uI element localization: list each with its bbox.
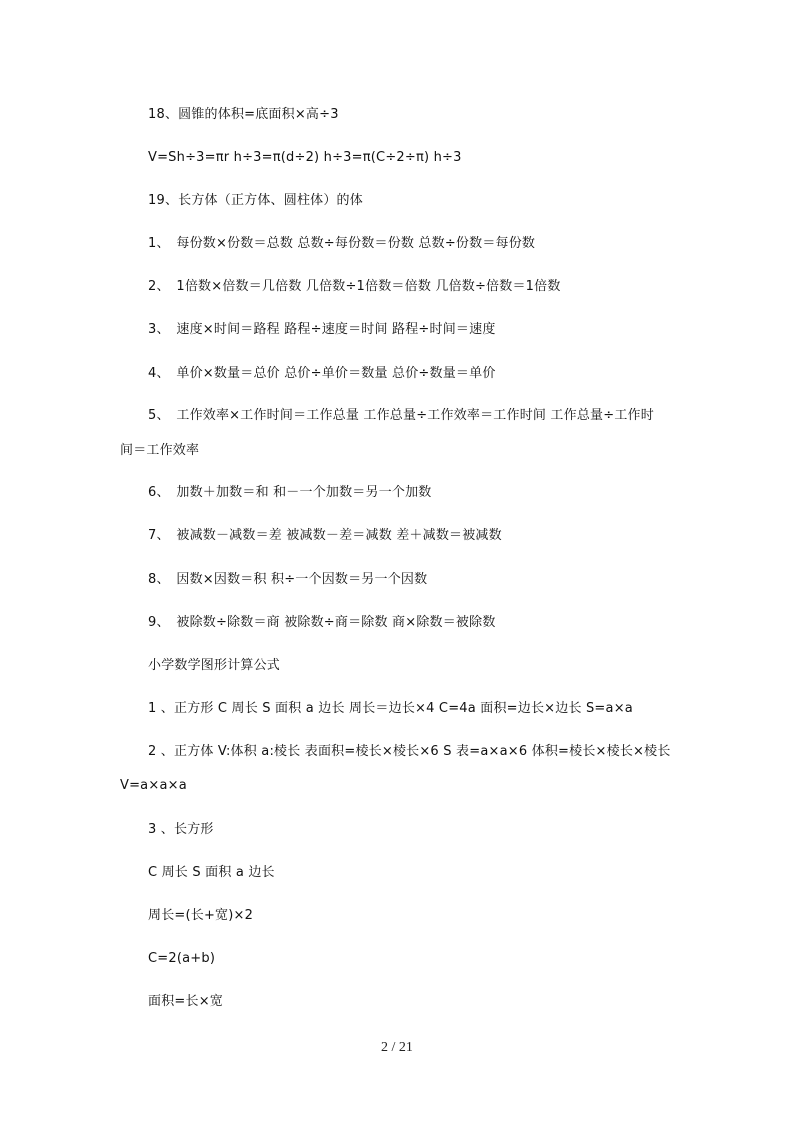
formula-line: 9、 被除数÷除数＝商 被除数÷商＝除数 商×除数＝被除数 bbox=[148, 615, 496, 630]
formula-line: C=2(a+b) bbox=[148, 951, 216, 966]
formula-line: 1 、正方形 C 周长 S 面积 a 边长 周长＝边长×4 C=4a 面积=边长×边长 S=a×a bbox=[148, 701, 633, 716]
formula-line: 6、 加数＋加数＝和 和－一个加数＝另一个加数 bbox=[148, 485, 432, 500]
formula-line: C 周长 S 面积 a 边长 bbox=[148, 865, 275, 880]
formula-line: 4、 单价×数量＝总价 总价÷单价＝数量 总价÷数量＝单价 bbox=[148, 366, 496, 381]
formula-line: 3 、长方形 bbox=[148, 822, 214, 837]
formula-line: 7、 被减数－减数＝差 被减数－差＝减数 差＋减数＝被减数 bbox=[148, 528, 502, 543]
formula-line: 2、 1倍数×倍数＝几倍数 几倍数÷1倍数＝倍数 几倍数÷倍数＝1倍数 bbox=[148, 279, 561, 294]
formula-line: 2 、正方体 V:体积 a:棱长 表面积=棱长×棱长×6 S 表=a×a×6 体积=棱长×棱长×棱长 bbox=[148, 744, 671, 759]
formula-line: 8、 因数×因数＝积 积÷一个因数＝另一个因数 bbox=[148, 572, 428, 587]
formula-line: V=Sh÷3=πr h÷3=π(d÷2) h÷3=π(C÷2÷π) h÷3 bbox=[148, 150, 462, 165]
formula-line-continuation: 间＝工作效率 bbox=[120, 443, 200, 458]
formula-line: 19、长方体（正方体、圆柱体）的体 bbox=[148, 193, 363, 208]
section-heading: 小学数学图形计算公式 bbox=[148, 658, 281, 673]
formula-line: 18、圆锥的体积=底面积×高÷3 bbox=[148, 107, 339, 122]
formula-line-continuation: V=a×a×a bbox=[120, 778, 187, 793]
formula-line: 5、 工作效率×工作时间＝工作总量 工作总量÷工作效率＝工作时间 工作总量÷工作时 bbox=[148, 408, 654, 423]
formula-line: 3、 速度×时间＝路程 路程÷速度＝时间 路程÷时间＝速度 bbox=[148, 322, 496, 337]
formula-line: 面积=长×宽 bbox=[148, 994, 223, 1009]
formula-line: 1、 每份数×份数＝总数 总数÷每份数＝份数 总数÷份数＝每份数 bbox=[148, 236, 536, 251]
formula-line: 周长=(长+宽)×2 bbox=[148, 908, 254, 923]
page-number: 2 / 21 bbox=[381, 1040, 413, 1055]
